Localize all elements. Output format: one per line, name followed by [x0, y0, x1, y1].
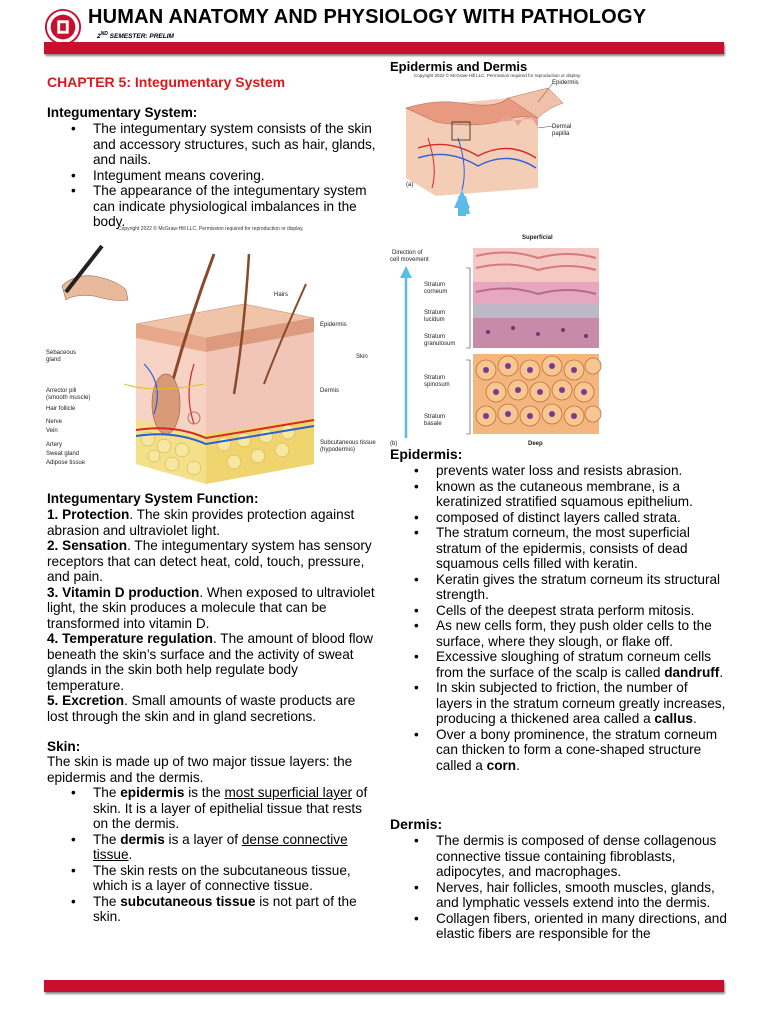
figure-copyright: Copyright 2022 © McGraw-Hill LLC. Permission required for reproduction or display.	[414, 73, 582, 78]
label-epidermis: Epidermis	[552, 80, 579, 86]
list-item: • The skin rests on the subcutaneous tissue, which is a layer of connective tissue.	[71, 862, 351, 893]
label-artery: Artery	[46, 442, 63, 448]
list-item: • In skin subjected to friction, the number of layers in the stratum corneum greatly increases, producing a thickened area called a callus.	[414, 680, 726, 726]
label-lucidum: lucidum	[424, 317, 445, 323]
list-item: 5. Excretion. Small amounts of waste products are lost through the skin and in gland secretions.	[47, 693, 356, 724]
label-sweat-gland: Sweat gland	[46, 451, 80, 457]
function-heading: Integumentary System Function:	[47, 491, 259, 506]
label-corneum: corneum	[424, 289, 448, 295]
list-item: • known as the cutaneous membrane, is a keratinized stratified squamous epithelium.	[414, 478, 693, 509]
label-stratum: Stratum	[424, 282, 446, 288]
epidermis-heading: Epidermis:	[390, 446, 463, 462]
list-item: • prevents water loss and resists abrasion.	[414, 463, 683, 478]
school-seal-logo	[44, 8, 82, 46]
skin-structure-figure	[44, 228, 382, 488]
figure-copyright: Copyright 2022 © McGraw-Hill LLC. Permission required for reproduction or display.	[118, 226, 304, 232]
label-hair-follicle: Hair follicle	[46, 406, 76, 412]
document-title: HUMAN ANATOMY AND PHYSIOLOGY WITH PATHOLOGY	[88, 6, 647, 28]
label-smooth-muscle: (smooth muscle)	[46, 395, 91, 401]
list-item: • The appearance of the integumentary system can indicate physiological imbalances in the body.	[71, 183, 367, 229]
skin-list	[71, 785, 373, 925]
epidermis-dermis-figure	[388, 78, 608, 450]
list-item: • Collagen fibers, oriented in many directions, and elastic fibers are responsible for the	[414, 910, 727, 941]
list-item: • The stratum corneum, the most superficial stratum of the epidermis, consists of dead squamous cells filled with keratin.	[414, 525, 690, 571]
integumentary-list	[71, 121, 383, 230]
list-item: • The dermis is composed of dense collagenous connective tissue containing fibroblasts, adipocytes, and macrophages.	[414, 833, 717, 879]
list-item: • As new cells form, they push older cells to the surface, where they slough, or flake off.	[414, 618, 712, 649]
label-hypodermis: (hypodermis)	[320, 447, 356, 453]
epidermis-list	[414, 463, 726, 773]
label-sebaceous: Sebaceous	[46, 350, 77, 356]
label-cell-movement: cell movement	[390, 257, 429, 263]
label-stratum: Stratum	[424, 414, 446, 420]
chapter-title: CHAPTER 5: Integumentary System	[47, 74, 286, 90]
label-panel-b: (b)	[390, 441, 398, 447]
label-skin: Skin	[356, 354, 368, 360]
list-item: • Over a bony prominence, the stratum corneum can thicken to form a cone-shaped structure called a corn.	[414, 726, 718, 773]
label-nerve: Nerve	[46, 419, 63, 425]
list-item: 2. Sensation. The integumentary system has sensory receptors that can detect heat, cold, touch, pressure, and pain.	[47, 538, 372, 584]
label-sebaceous-gland: gland	[46, 357, 61, 363]
list-item: • Keratin gives the stratum corneum its structural strength.	[414, 571, 721, 602]
list-item: • Cells of the deepest strata perform mitosis.	[414, 602, 695, 618]
list-item: • composed of distinct layers called strata.	[414, 509, 681, 525]
list-item: • Nerves, hair follicles, smooth muscles, glands, and lymphatic vessels extend into the dermis.	[414, 879, 715, 910]
label-granulosum: granulosum	[424, 341, 456, 347]
label-basale: basale	[424, 421, 442, 427]
list-item: • Excessive sloughing of stratum corneum cells from the surface of the scalp is called dandruff.	[414, 649, 724, 680]
list-item: 1. Protection. The skin provides protection against abrasion and ultraviolet light.	[47, 507, 355, 538]
dermis-list	[414, 833, 728, 942]
list-item: • The epidermis is the most superficial layer of skin. It is a layer of epithelial tissue that rests on the dermis.	[71, 785, 368, 831]
label-subcutaneous: Subcutaneous tissue	[320, 440, 376, 446]
function-list	[47, 507, 375, 724]
list-item: • Integument means covering.	[71, 167, 265, 183]
label-stratum: Stratum	[424, 310, 446, 316]
label-arrector-pili: Arrector pili	[46, 388, 77, 394]
label-epidermis: Epidermis	[320, 322, 347, 328]
label-stratum: Stratum	[424, 375, 446, 381]
list-item: 4. Temperature regulation. The amount of blood flow beneath the skin’s surface and the activity of sweat glands in the skin both help regulate body temperature.	[47, 631, 373, 693]
label-hairs: Hairs	[274, 292, 289, 298]
skin-heading: Skin:	[47, 739, 81, 754]
list-item: 3. Vitamin D production. When exposed to ultraviolet light, the skin produces a molecule that can be transformed into vitamin D.	[47, 584, 375, 631]
label-vein: Vein	[46, 428, 58, 434]
list-item: • The subcutaneous tissue is not part of the skin.	[71, 893, 357, 924]
label-stratum: Stratum	[424, 334, 446, 340]
list-item: • The integumentary system consists of the skin and accessory structures, such as hair, glands, and nails.	[71, 121, 376, 167]
label-dermal: Dermal	[552, 124, 572, 130]
epidermis-illustration	[388, 78, 608, 450]
label-dermis: Dermis	[320, 388, 339, 394]
label-spinosum: spinosum	[424, 382, 450, 388]
label-superficial: Superficial	[522, 235, 553, 241]
label-panel-a: (a)	[406, 182, 414, 188]
label-deep: Deep	[528, 441, 543, 447]
label-direction-of: Direction of	[392, 250, 423, 256]
integumentary-heading: Integumentary System:	[47, 105, 198, 120]
semester-label: 2ND SEMESTER: PRELIM	[97, 31, 174, 41]
label-adipose-tissue: Adipose tissue	[46, 460, 86, 466]
dermis-heading: Dermis:	[390, 816, 443, 832]
footer-divider	[44, 980, 724, 992]
header-divider	[44, 42, 724, 54]
figure-title: Epidermis and Dermis	[390, 59, 528, 74]
label-papilla: papilla	[552, 131, 570, 137]
skin-intro: The skin is made up of two major tissue layers: the epidermis and the dermis.	[47, 754, 353, 785]
list-item: • The dermis is a layer of dense connective tissue.	[71, 831, 348, 862]
